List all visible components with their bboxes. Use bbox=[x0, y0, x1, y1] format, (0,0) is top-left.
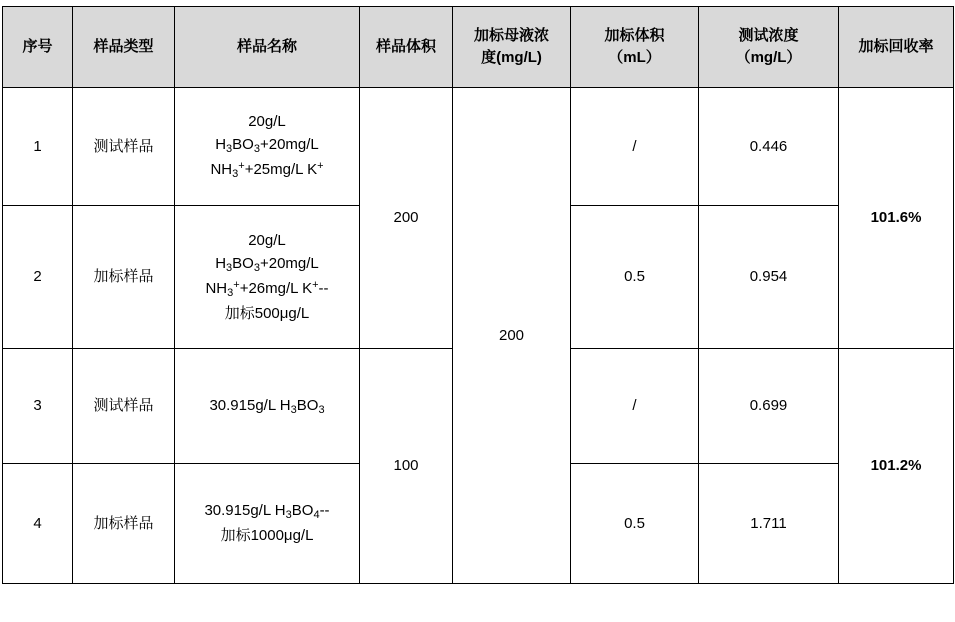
column-header-sample-volume: 样品体积 bbox=[360, 7, 453, 88]
cell-test-concentration-2: 0.954 bbox=[699, 206, 839, 349]
sample-name-line-2: 加标1000μg/L bbox=[220, 527, 314, 545]
formula-part: +26mg/L K bbox=[239, 280, 313, 297]
sample-name-line-1 bbox=[178, 499, 356, 524]
formula-subscript: 3 bbox=[232, 167, 239, 180]
formula-subscript: 4 bbox=[313, 509, 320, 522]
formula-part: +20mg/L bbox=[259, 255, 319, 273]
formula-part: 30.915g/L H bbox=[204, 502, 286, 520]
cell-spike-volume-4: 0.5 bbox=[571, 464, 699, 584]
formula-superscript: + bbox=[238, 160, 245, 173]
table-header-row bbox=[3, 7, 954, 88]
sample-name-line-2 bbox=[178, 133, 356, 158]
cell-index-3: 3 bbox=[3, 349, 73, 464]
formula-subscript: 3 bbox=[226, 143, 233, 156]
cell-stock-concentration: 200 bbox=[453, 88, 571, 584]
cell-sample-volume-100: 100 bbox=[360, 349, 453, 584]
column-header-test-concentration-line2: （mg/L） bbox=[735, 49, 802, 66]
formula-part: BO bbox=[232, 136, 254, 154]
spike-recovery-table bbox=[2, 6, 954, 584]
table-header bbox=[3, 7, 954, 88]
formula-subscript: 3 bbox=[227, 286, 234, 299]
formula-subscript: 3 bbox=[318, 403, 325, 416]
cell-spike-volume-2: 0.5 bbox=[571, 206, 699, 349]
cell-spike-volume-1: / bbox=[571, 88, 699, 206]
column-header-recovery: 加标回收率 bbox=[839, 7, 954, 88]
formula-part: BO bbox=[232, 255, 254, 273]
formula-subscript: 3 bbox=[285, 509, 292, 522]
cell-sample-name-1 bbox=[175, 88, 360, 206]
cell-sample-type-4: 加标样品 bbox=[73, 464, 175, 584]
cell-sample-type-3: 测试样品 bbox=[73, 349, 175, 464]
formula-part: H bbox=[215, 136, 227, 154]
sample-name-line-3 bbox=[178, 277, 356, 302]
cell-sample-type-1: 测试样品 bbox=[73, 88, 175, 206]
column-header-index: 序号 bbox=[3, 7, 73, 88]
cell-sample-name-2 bbox=[175, 206, 360, 349]
sample-name-line-1: 20g/L bbox=[248, 113, 286, 131]
formula-part: +20mg/L bbox=[259, 136, 319, 154]
cell-test-concentration-4: 1.711 bbox=[699, 464, 839, 584]
document-canvas bbox=[0, 6, 955, 622]
cell-sample-type-2: 加标样品 bbox=[73, 206, 175, 349]
cell-index-4: 4 bbox=[3, 464, 73, 584]
column-header-test-concentration-line1: 测试浓度 bbox=[738, 27, 799, 45]
cell-index-2: 2 bbox=[3, 206, 73, 349]
cell-index-1: 1 bbox=[3, 88, 73, 206]
sample-name-line-4: 加标500μg/L bbox=[224, 304, 310, 322]
column-header-test-concentration bbox=[699, 7, 839, 88]
cell-recovery-1: 101.6% bbox=[839, 88, 954, 349]
cell-sample-volume-200: 200 bbox=[360, 88, 453, 349]
table-row bbox=[3, 88, 954, 206]
sample-name-line-2 bbox=[178, 252, 356, 277]
sample-name-line-1 bbox=[178, 394, 356, 419]
formula-superscript: + bbox=[317, 160, 324, 173]
formula-subscript: 3 bbox=[253, 143, 260, 156]
cell-spike-volume-3: / bbox=[571, 349, 699, 464]
column-header-spike-volume-line2: （mL） bbox=[608, 49, 661, 66]
formula-superscript: + bbox=[312, 279, 319, 292]
formula-superscript: + bbox=[233, 279, 240, 292]
formula-part: -- bbox=[318, 280, 329, 297]
column-header-spike-volume bbox=[571, 7, 699, 88]
formula-part: BO bbox=[296, 396, 319, 414]
formula-subscript: 3 bbox=[226, 261, 233, 274]
cell-recovery-2: 101.2% bbox=[839, 349, 954, 584]
formula-subscript: 3 bbox=[290, 403, 297, 416]
formula-part: -- bbox=[319, 502, 330, 520]
sample-name-line-1: 20g/L bbox=[248, 231, 286, 249]
cell-test-concentration-1: 0.446 bbox=[699, 88, 839, 206]
formula-part: NH bbox=[210, 161, 233, 179]
formula-part: NH bbox=[205, 280, 228, 297]
column-header-sample-type: 样品类型 bbox=[73, 7, 175, 88]
sample-name-line-3 bbox=[178, 158, 356, 183]
formula-part: 30.915g/L H bbox=[209, 396, 291, 414]
cell-sample-name-3 bbox=[175, 349, 360, 464]
cell-test-concentration-3: 0.699 bbox=[699, 349, 839, 464]
formula-part: BO bbox=[291, 502, 314, 520]
cell-sample-name-4 bbox=[175, 464, 360, 584]
column-header-sample-name: 样品名称 bbox=[175, 7, 360, 88]
column-header-stock-concentration-line2: 度(mg/L) bbox=[481, 49, 542, 66]
formula-part: H bbox=[215, 255, 227, 273]
column-header-stock-concentration-line1: 加标母液浓 bbox=[473, 27, 549, 45]
column-header-stock-concentration bbox=[453, 7, 571, 88]
formula-part: +25mg/L K bbox=[244, 161, 318, 179]
table-body bbox=[3, 88, 954, 584]
formula-subscript: 3 bbox=[253, 261, 260, 274]
column-header-spike-volume-line1: 加标体积 bbox=[604, 27, 665, 45]
